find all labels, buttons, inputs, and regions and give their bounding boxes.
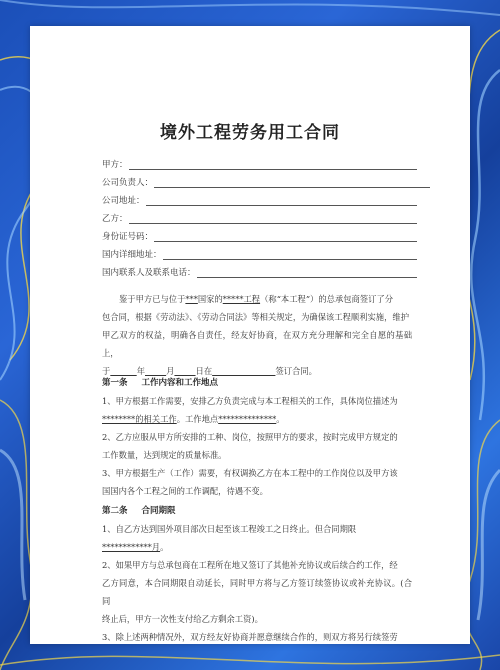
field-company-manager: 公司负责人： [102, 174, 430, 188]
id-number-blank[interactable] [154, 231, 417, 242]
section-1-body: 1、甲方根据工作需要，安排乙方负责完成与本工程相关的工作，具体岗位描述为 ********的相关工作。工作地点**************。 2、乙方应服从甲方所安排的工种、岗位，按照甲方的要求，按时完成甲方规定的 工作数量，达到规定的质量标准。 3、甲方根据生产（工作）需要，有权调换乙方在本工程中的工作岗位以及甲方该 国国内各个工程之间的工作调配，待遇不变。 [102, 396, 398, 496]
party-b-blank[interactable] [129, 213, 417, 224]
country-blank[interactable]: *** [185, 294, 198, 304]
field-party-b: 乙方： [102, 210, 417, 224]
section-2-heading: 第二条 合同期限 [102, 506, 176, 516]
domestic-address-blank[interactable] [163, 249, 417, 260]
party-a-blank[interactable] [129, 159, 417, 170]
work-location-blank[interactable]: ************** [218, 414, 277, 424]
field-company-address: 公司地址： [102, 192, 417, 206]
domestic-contact-blank[interactable] [197, 267, 417, 278]
section-1-heading: 第一条 工作内容和工作地点 [102, 378, 219, 388]
field-party-a: 甲方： [102, 156, 417, 170]
job-description-blank[interactable]: ********的相关工作 [102, 414, 177, 424]
company-manager-blank[interactable] [154, 177, 430, 188]
field-domestic-contact: 国内联系人及联系电话： [102, 264, 417, 278]
contract-term-blank[interactable]: ************月 [102, 542, 161, 552]
section-2-body: 1、自乙方达到国外项目部次日起至该工程竣工之日终止。但合同期限 ************月。 2、如果甲方与总承包商在工程所在地又签订了其他补充协议或后续合约工作，经 乙方同意，本合同期限自动延长，同时甲方将与乙方签订续签协议或补充协议。(合同 终止后，甲方一次性支付给乙方剩余工资)。 3、除上述两种情况外，双方经友好协商并愿意继续合作的，则双方将另行续签劳 [102, 524, 412, 642]
project-name-blank[interactable]: *****工程 [222, 294, 261, 304]
intro-paragraph: 鉴于甲方已与位于***国家的*****工程（称“本工程”）的总承包商签订了分 包合同，根据《劳动法》、《劳动合同法》等相关规定，为确保该工程顺利实施，维护 甲乙双方的权益，明确各自责任，经友好协商，在双方充分理解和完全自愿的基础上， 于 年 月 日在 签订合同。 [102, 294, 412, 376]
field-domestic-address: 国内详细地址： [102, 246, 417, 260]
contract-title: 境外工程劳务用工合同 [160, 123, 340, 143]
company-address-blank[interactable] [146, 195, 417, 206]
contract-page [30, 26, 470, 644]
field-id-number: 身份证号码： [102, 228, 417, 242]
